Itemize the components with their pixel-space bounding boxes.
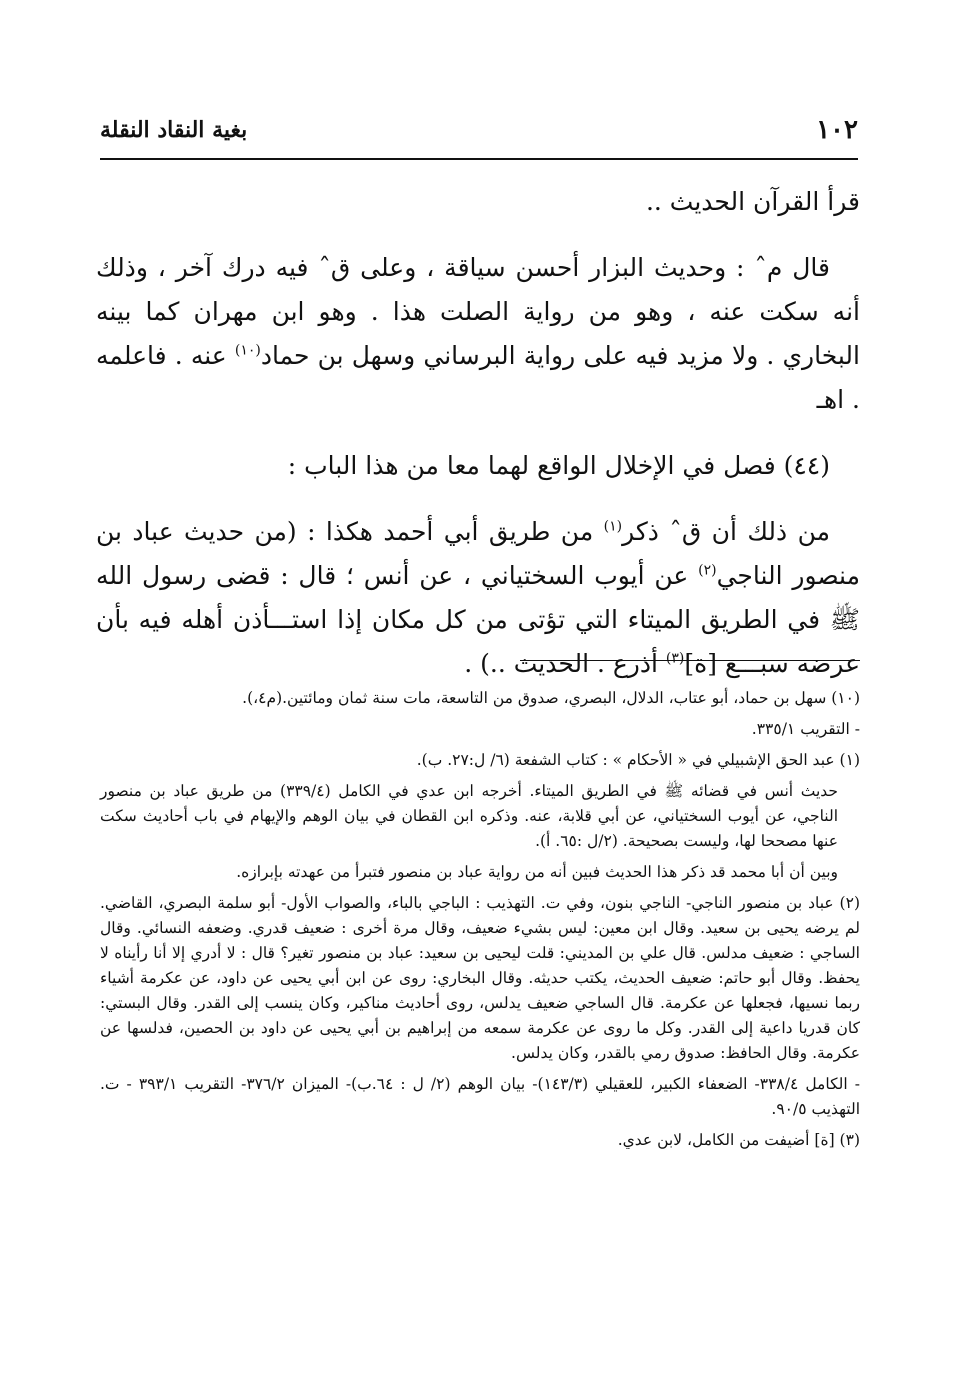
footnote-10: (١٠) سهل بن حماد، أبو عتاب، الدلال، البصري، صدوق من التاسعة، مات سنة ثمان ومائتين.(م٤،). [242,689,860,707]
footnote-3: (٣) [ة] أضيفت من الكامل، لابن عدي. [617,1131,860,1149]
footnote-1-body: حديث أنس في قضائه ﷺ في الطريق الميتاء. أخرجه ابن عدي في الكامل (٣٣٩/٤) من طريق عباد بن منصور الناجي، عن أيوب السختياني، عن أبي قلابة، عنه. وذكره ابن القطان في بيان الوهم والإيهام في باب أحاديث سكت عنها مصححا لها، وليست بصحيحة. (٢/ل :٦٥. أ). [100,782,838,850]
running-title: بغية النقاد النقلة [100,117,248,143]
header-rule [100,158,858,160]
page-number: ١٠٢ [816,115,858,145]
footnote-ref-1: (١) [603,518,623,535]
footnote-ref-3: (٣) [665,650,685,667]
main-text [96,180,860,686]
footnote-10-source: - التقريب ٣٣٥/١. [751,720,860,738]
page-header [100,112,858,148]
paragraph-1: قرأ القرآن الحديث .. [645,187,860,216]
section-heading-44: (٤٤) فصل في الإخلال الواقع لهما معا من هذا الباب : [287,451,830,480]
paragraph-2-tail: عنه . فاعلمه . اهـ [96,341,860,414]
paragraph-4-d: أذرع . الحديث ..) . [464,649,666,678]
paragraph-4-b: من طريق أبي أحمد هكذا : (من حديث عباد بن منصور الناجي [96,517,860,590]
paragraph-4-a: من ذلك أن قˆ ذكر [622,517,831,546]
footnote-2: (٢) عباد بن منصور الناجي- الناجي بنون، وفي ت. التهذيب : الباجي بالباء، والصواب الأول- أبو سلمة البصري، القاضي. لم يرضه يحيى بن سعيد. وقال ابن معين: ليس بشيء ضعيف، وقال مرة أخرى : ضعيف قدري. وضعفه النسائي. وقال الساجي : ضعيف مدلس. قال علي بن المديني: قلت ليحيى بن سعيد: عباد بن منصور تغير؟ قال : لا أدري إلا أنا رأيناه لا يحفظ. وقال أبو حاتم: ضعيف الحديث، يكتب حديثه. وقال البخاري: روى عن ابن أبي يحيى عن داود، عن عكرمة أشياء ربما نسيها، فجعلها عن عكرمة. قال الساجي ضعيف يدلس، روى أحاديث مناكير، وكان ينسب إلى القدر. وقال البستي: كان قدريا داعية إلى القدر. وكل ما روى عن عكرمة سمعه من إبراهيم بن أبي يحيى عن داود بن الحصين، فدلسها عن عكرمة. وقال الحافظ: صدوق رمي بالقدر، وكان يدلس. [100,894,860,1062]
footnotes [100,686,860,1159]
footnote-ref-10: (١٠) [234,342,261,359]
footnote-1: (١) عبد الحق الإشبيلي في « الأحكام » : كتاب الشفعة (٦/ ل:٢٧. ب). [416,751,860,769]
footnote-separator [520,660,860,661]
paragraph-2 [96,246,860,422]
paragraph-2-text: قال مˆ : وحديث البزار أحسن سياقة ، وعلى قˆ فيه درك آخر ، وذلك أنه سكت عنه ، وهو من رواية الصلت هذا . وهو ابن مهران كما بينه البخاري . ولا مزيد فيه على رواية البرساني وسهل بن حماد [96,253,860,370]
paragraph-4-c: عن أيوب السختياني ، عن أنس ؛ قال : قضى رسول الله ﷺ في الطريق الميتاء التي تؤتى من كل مكان إذا استـــأذن أهله فيه بأن عرضه سبـــع [ة] [96,561,860,678]
footnote-ref-2: (٢) [698,562,717,579]
footnote-1-remark: وبين أن أبا محمد قد ذكر هذا الحديث فبين أنه من رواية عباد بن منصور فتبرأ من عهدته بإبرازه. [236,863,838,881]
footnote-2-source: - الكامل ٣٣٨/٤- الضعفاء الكبير، للعقيلي (١٤٣/٣)- بيان الوهم (٢/ ل : ٦٤.ب)- الميزان ٣٧٦/٢- التقريب ٣٩٣/١ - ت. التهذيب ٩٠/٥. [100,1075,860,1118]
